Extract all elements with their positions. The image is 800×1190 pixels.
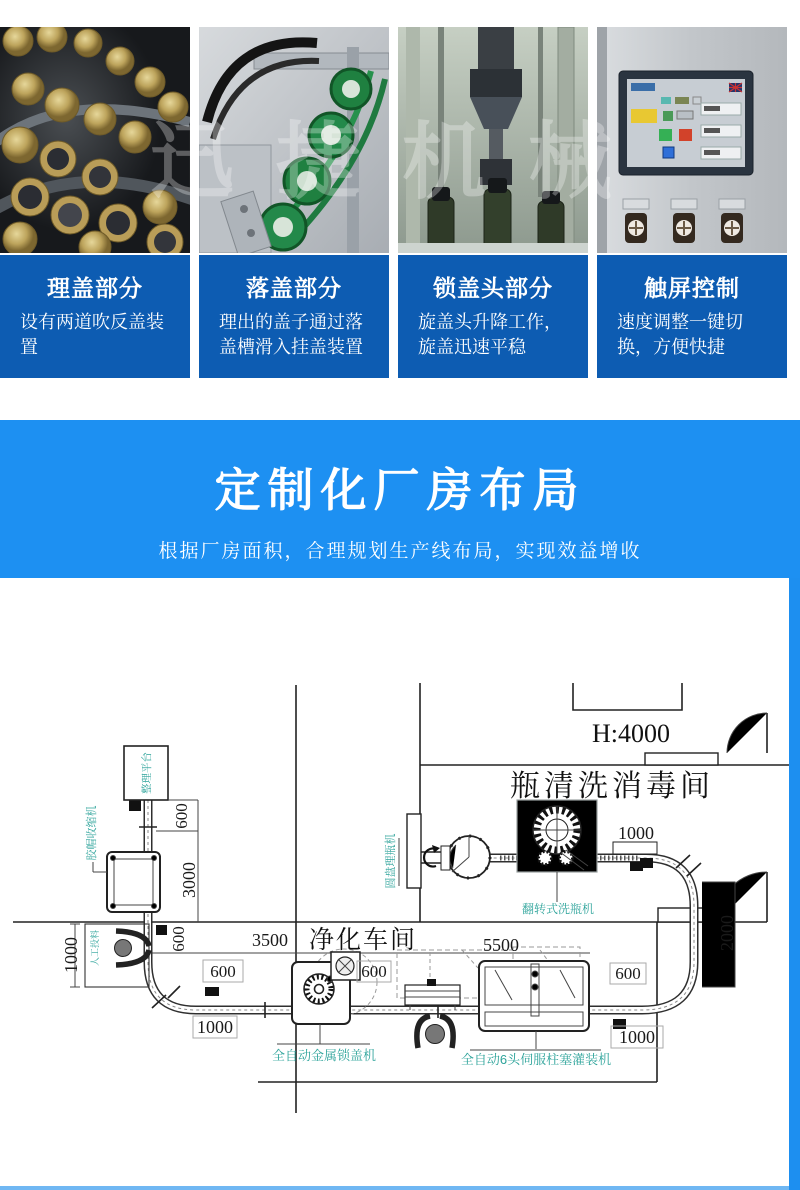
filler-label: 全自动6头伺服柱塞灌装机 bbox=[460, 1052, 612, 1067]
wall-passthrough bbox=[407, 814, 421, 888]
photo-cap-chute bbox=[199, 27, 389, 253]
dim-filler-span: 5500 bbox=[483, 935, 519, 955]
photo-cap-sorter-bowl bbox=[0, 27, 190, 253]
control-knobs bbox=[623, 199, 745, 243]
dim-feed-width: 1000 bbox=[61, 937, 81, 973]
touchscreen-art bbox=[597, 27, 787, 253]
caption-cap-drop bbox=[199, 255, 389, 378]
right-edge-stripe bbox=[789, 578, 800, 1190]
caption-body: 设有两道吹反盖装置 bbox=[20, 312, 164, 357]
dim-filler-out-gap: 600 bbox=[615, 964, 641, 983]
caption-touch-control bbox=[597, 255, 787, 378]
manual-feed-label: 人工投料 bbox=[90, 929, 100, 967]
dim-washer-out-run: 1000 bbox=[618, 823, 654, 843]
machine-platform bbox=[124, 746, 168, 800]
platform-label: 整理平台 bbox=[141, 752, 153, 794]
ceiling-height-label: H:4000 bbox=[592, 719, 670, 748]
capper-label: 全自动金属锁盖机 bbox=[271, 1048, 377, 1063]
caption-title: 触屏控制 bbox=[644, 275, 740, 301]
worker-feed bbox=[85, 924, 149, 987]
dim-capper-in-run: 1000 bbox=[197, 1017, 233, 1037]
banner-title: 定制化厂房布局 bbox=[214, 464, 586, 516]
bench bbox=[405, 985, 460, 1005]
watermark-text: 迅捷机械 bbox=[150, 115, 655, 209]
caption-title: 理盖部分 bbox=[47, 275, 143, 301]
caption-body: 速度调整一键切换，方便快捷 bbox=[617, 312, 743, 357]
photo-touchscreen-panel bbox=[597, 27, 787, 253]
machine-filler bbox=[461, 961, 611, 1067]
cap-sorter-art bbox=[0, 27, 190, 253]
dim-capper-in-offset: 600 bbox=[210, 962, 236, 981]
shrink-label: 胶帽收缩机 bbox=[86, 805, 98, 861]
caption-capping-head bbox=[398, 255, 588, 378]
clean-room-label: 净化车间 bbox=[308, 927, 418, 954]
dim-belt-offset: 600 bbox=[169, 926, 188, 952]
photo-capping-head bbox=[398, 27, 588, 253]
dim-conveyor-run: 3000 bbox=[179, 862, 199, 898]
dim-corridor-width: 2000 bbox=[717, 915, 737, 951]
capping-head-art bbox=[398, 27, 588, 253]
caption-cap-sorting bbox=[0, 255, 190, 378]
photo-strip bbox=[0, 0, 800, 253]
bottom-edge-stripe bbox=[0, 1186, 789, 1190]
window-top bbox=[645, 753, 718, 765]
caption-title: 锁盖头部分 bbox=[433, 275, 553, 301]
door-arc-top bbox=[727, 713, 767, 753]
worker-head bbox=[115, 940, 132, 957]
cap-chute-art bbox=[199, 27, 389, 253]
unscrambler-label: 圆盘理瓶机 bbox=[385, 833, 397, 889]
layout-banner bbox=[0, 420, 800, 578]
hmi-screen bbox=[619, 71, 753, 175]
washer-label: 翻转式洗瓶机 bbox=[521, 902, 595, 916]
dim-capper-out-gap: 600 bbox=[361, 962, 387, 981]
worker2-head bbox=[426, 1025, 445, 1044]
dim-platform-offset: 600 bbox=[172, 803, 191, 829]
caption-title: 落盖部分 bbox=[246, 275, 342, 301]
caption-body: 理出的盖子通过落盖槽滑入挂盖装置 bbox=[219, 312, 363, 357]
caption-body: 旋盖头升降工作，旋盖迅速平稳 bbox=[418, 312, 562, 357]
dim-left-span: 3500 bbox=[252, 930, 288, 950]
floor-plan-drawing bbox=[0, 578, 800, 1190]
floor-plan-section bbox=[0, 578, 800, 1190]
banner-subtitle: 根据厂房面积，合理规划生产线布局，实现效益增收 bbox=[158, 541, 642, 562]
caption-row bbox=[0, 255, 800, 378]
dim-turn-run: 1000 bbox=[619, 1027, 655, 1047]
wash-room-label: 瓶清洗消毒间 bbox=[510, 770, 714, 803]
machine-washer bbox=[517, 800, 597, 916]
column-bracket bbox=[573, 683, 682, 710]
